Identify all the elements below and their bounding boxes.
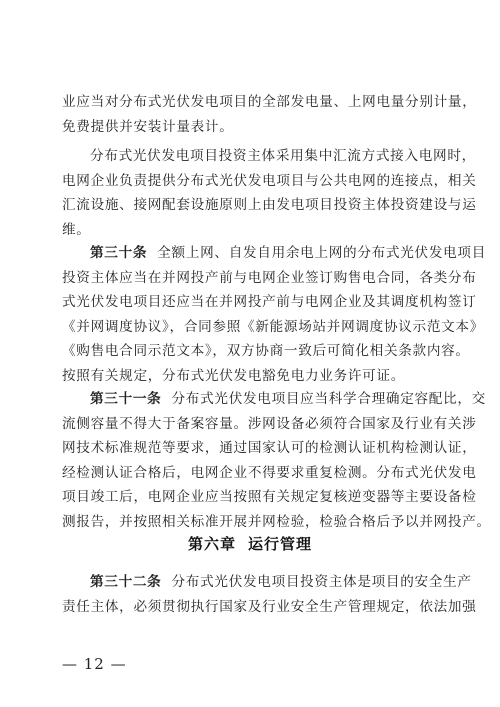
paragraph-2 [62,144,477,242]
text-line: 网技术标准规范等要求，通过国家认可的检测认证机构检测认证， [62,440,477,456]
text-line: 维。 [62,221,91,238]
text-line: 式光伏发电项目还应当在并网投产前与电网企业及其调度机构签订 [62,294,477,310]
article-number: 第三十二条 [90,574,162,590]
chapter-title: 运行管理 [248,535,313,553]
text-line: 免费提供并安装计量表计。 [62,118,234,135]
text-line: 汇流设施、接网配套设施原则上由发电项目投资主体投资建设与运 [62,197,477,213]
text-line: 《并网调度协议》，合同参照《新能源场站并网调度协议示范文本》 [62,318,485,335]
text-line: 责任主体，必须贯彻执行国家及行业安全生产管理规定，依法加强 [62,598,477,615]
text-line: 流侧容量不得大于备案容量。涉网设备必须符合国家及行业有关涉 [62,415,477,432]
text-line: 投资主体应当在并网投产前与电网企业签订购售电合同，各类分布 [62,269,477,286]
article-number: 第三十一条 [90,391,162,407]
text-line: 全额上网、自发自用余电上网的分布式光伏发电项目 [157,245,486,261]
text-line: 分布式光伏发电项目投资主体是项目的安全生产 [171,574,472,590]
chapter-number: 第六章 [187,535,236,553]
text-line: 《购售电合同示范文本》，双方协商一致后可简化相关条款内容。 [62,343,470,359]
page-number: — 12 — [62,655,127,673]
article-31 [62,387,491,534]
chapter-heading [0,533,500,554]
article-number: 第三十条 [90,245,148,261]
text-line: 按照有关规定，分布式光伏发电豁免电力业务许可证。 [62,367,406,384]
text-line: 分布式光伏发电项目应当科学合理确定容配比，交 [171,391,486,407]
text-line: 电网企业负责提供分布式光伏发电项目与公共电网的连接点，相关 [62,172,477,189]
text-line: 分布式光伏发电项目投资主体采用集中汇流方式接入电网时， [90,148,476,164]
article-30 [62,241,486,388]
paragraph-1 [62,90,477,139]
text-line: 测报告，并按照相关标准开展并网检验，检验合格后予以并网投产。 [62,513,491,530]
text-line: 项目竣工后，电网企业应当按照有关规定复核逆变器等主要设备检 [62,489,477,505]
article-32 [62,570,477,619]
text-line: 经检测认证合格后，电网企业不得要求重复检测。分布式光伏发电 [62,464,477,481]
text-line: 业应当对分布式光伏发电项目的全部发电量、上网电量分别计量， [62,94,477,110]
